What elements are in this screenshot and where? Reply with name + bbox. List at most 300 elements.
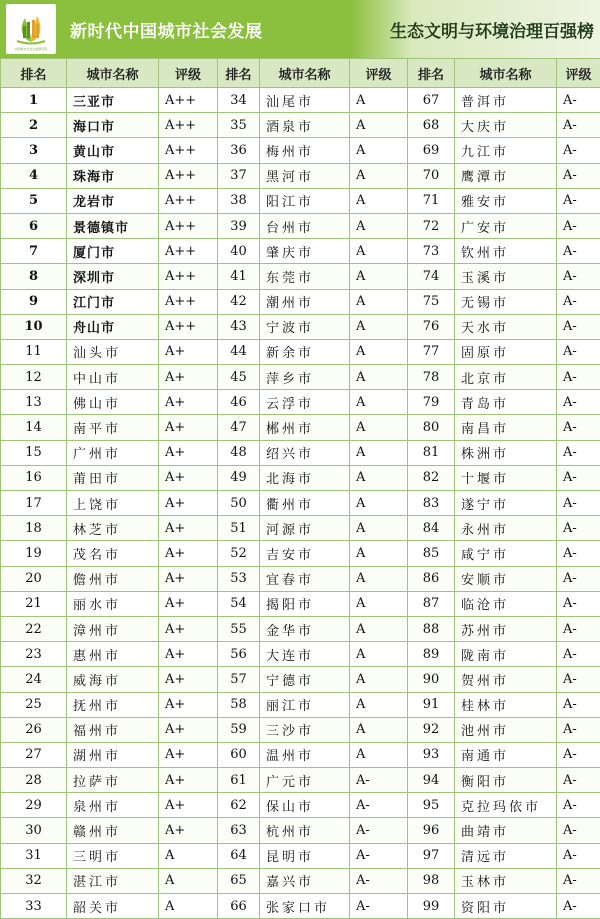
grade-cell: A-: [557, 541, 600, 566]
grade-cell: A-: [557, 591, 600, 616]
city-name-cell: 宁德市: [260, 667, 350, 692]
grade-cell: A+: [159, 717, 218, 742]
rank-cell: 5: [1, 188, 67, 213]
city-name-cell: 天水市: [455, 314, 557, 339]
city-name-cell: 林芝市: [67, 516, 159, 541]
city-name-cell: 厦门市: [67, 239, 159, 264]
grade-cell: A-: [557, 239, 600, 264]
city-name-cell: 揭阳市: [260, 591, 350, 616]
city-name-cell: 漳州市: [67, 616, 159, 641]
rank-cell: 51: [218, 516, 260, 541]
city-name-cell: 广元市: [260, 768, 350, 793]
rank-cell: 17: [1, 491, 67, 516]
table-row: [1, 742, 600, 767]
grade-cell: A-: [557, 843, 600, 868]
grade-cell: A-: [350, 818, 408, 843]
grade-cell: A-: [557, 642, 600, 667]
header-bar: [0, 0, 600, 58]
city-name-cell: 佛山市: [67, 390, 159, 415]
grade-cell: A+: [159, 642, 218, 667]
rank-cell: 80: [408, 415, 455, 440]
grade-cell: A-: [557, 440, 600, 465]
rank-cell: 16: [1, 465, 67, 490]
header-right-panel: [350, 0, 600, 58]
city-name-cell: 三明市: [67, 843, 159, 868]
city-name-cell: 衢州市: [260, 491, 350, 516]
rank-cell: 50: [218, 491, 260, 516]
table-row: [1, 894, 600, 919]
city-name-cell: 衡阳市: [455, 768, 557, 793]
table-body: [1, 88, 600, 919]
rank-cell: 74: [408, 264, 455, 289]
grade-cell: A: [159, 894, 218, 919]
grade-cell: A-: [557, 491, 600, 516]
city-name-cell: 温州市: [260, 742, 350, 767]
city-name-cell: 深圳市: [67, 264, 159, 289]
grade-cell: A: [350, 440, 408, 465]
city-name-cell: 金华市: [260, 616, 350, 641]
grade-cell: A-: [557, 465, 600, 490]
rank-cell: 46: [218, 390, 260, 415]
rank-cell: 85: [408, 541, 455, 566]
logo: [6, 4, 56, 54]
city-name-cell: 新余市: [260, 339, 350, 364]
grade-cell: A++: [159, 264, 218, 289]
grade-cell: A++: [159, 213, 218, 238]
grade-cell: A-: [557, 113, 600, 138]
grade-cell: A+: [159, 692, 218, 717]
grade-cell: A: [350, 541, 408, 566]
city-name-cell: 威海市: [67, 667, 159, 692]
city-name-cell: 保山市: [260, 793, 350, 818]
rank-cell: 83: [408, 491, 455, 516]
grade-cell: A: [350, 616, 408, 641]
rank-cell: 90: [408, 667, 455, 692]
city-name-cell: 玉溪市: [455, 264, 557, 289]
city-name-cell: 茂名市: [67, 541, 159, 566]
table-row: [1, 843, 600, 868]
city-name-cell: 宁波市: [260, 314, 350, 339]
city-name-cell: 昆明市: [260, 843, 350, 868]
grade-cell: A: [350, 289, 408, 314]
table-row: [1, 390, 600, 415]
table-row: [1, 768, 600, 793]
grade-cell: A+: [159, 591, 218, 616]
table-row: [1, 314, 600, 339]
city-name-cell: 遂宁市: [455, 491, 557, 516]
city-name-cell: 桂林市: [455, 692, 557, 717]
table-row: [1, 138, 600, 163]
rank-cell: 52: [218, 541, 260, 566]
rank-cell: 29: [1, 793, 67, 818]
city-name-cell: 肇庆市: [260, 239, 350, 264]
city-name-cell: 黑河市: [260, 163, 350, 188]
grade-cell: A-: [557, 264, 600, 289]
grade-cell: A+: [159, 415, 218, 440]
grade-cell: A-: [350, 793, 408, 818]
grade-cell: A-: [557, 339, 600, 364]
rank-cell: 18: [1, 516, 67, 541]
grade-cell: A+: [159, 465, 218, 490]
rank-cell: 8: [1, 264, 67, 289]
rank-cell: 65: [218, 868, 260, 893]
grade-cell: A+: [159, 339, 218, 364]
rank-cell: 61: [218, 768, 260, 793]
rank-cell: 88: [408, 616, 455, 641]
rank-cell: 28: [1, 768, 67, 793]
grade-cell: A-: [557, 667, 600, 692]
table-row: [1, 818, 600, 843]
rank-cell: 59: [218, 717, 260, 742]
city-name-cell: 绍兴市: [260, 440, 350, 465]
table-row: [1, 440, 600, 465]
table-row: [1, 516, 600, 541]
table-row: [1, 868, 600, 893]
rank-cell: 32: [1, 868, 67, 893]
rank-cell: 53: [218, 566, 260, 591]
grade-cell: A: [350, 339, 408, 364]
rank-cell: 95: [408, 793, 455, 818]
table-row: [1, 642, 600, 667]
city-name-cell: 南通市: [455, 742, 557, 767]
city-name-cell: 酒泉市: [260, 113, 350, 138]
rank-cell: 58: [218, 692, 260, 717]
table-row: [1, 415, 600, 440]
rank-cell: 64: [218, 843, 260, 868]
rank-cell: 84: [408, 516, 455, 541]
grade-cell: A-: [557, 88, 600, 113]
grade-cell: A-: [557, 314, 600, 339]
table-row: [1, 289, 600, 314]
grade-cell: A-: [557, 717, 600, 742]
rank-cell: 24: [1, 667, 67, 692]
table-row: [1, 591, 600, 616]
table-row: [1, 163, 600, 188]
rank-cell: 96: [408, 818, 455, 843]
rank-cell: 21: [1, 591, 67, 616]
grade-cell: A-: [557, 390, 600, 415]
rank-cell: 69: [408, 138, 455, 163]
grade-cell: A-: [557, 365, 600, 390]
city-name-cell: 池州市: [455, 717, 557, 742]
city-name-cell: 北京市: [455, 365, 557, 390]
city-name-cell: 贺州市: [455, 667, 557, 692]
rank-cell: 99: [408, 894, 455, 919]
rank-cell: 81: [408, 440, 455, 465]
grade-cell: A++: [159, 239, 218, 264]
city-name-cell: 梅州市: [260, 138, 350, 163]
grade-cell: A: [350, 717, 408, 742]
grade-cell: A-: [557, 818, 600, 843]
city-name-cell: 杭州市: [260, 818, 350, 843]
grade-cell: A: [350, 692, 408, 717]
rank-cell: 75: [408, 289, 455, 314]
rank-cell: 43: [218, 314, 260, 339]
city-name-cell: 三亚市: [67, 88, 159, 113]
grade-cell: A-: [350, 868, 408, 893]
city-name-cell: 黄山市: [67, 138, 159, 163]
city-name-cell: 鹰潭市: [455, 163, 557, 188]
rank-cell: 35: [218, 113, 260, 138]
city-name-cell: 儋州市: [67, 566, 159, 591]
city-name-cell: 莆田市: [67, 465, 159, 490]
grade-cell: A+: [159, 742, 218, 767]
city-name-cell: 固原市: [455, 339, 557, 364]
grade-cell: A-: [557, 163, 600, 188]
grade-cell: A: [350, 516, 408, 541]
rank-cell: 87: [408, 591, 455, 616]
city-name-cell: 赣州市: [67, 818, 159, 843]
rank-cell: 68: [408, 113, 455, 138]
grade-cell: A: [350, 415, 408, 440]
rank-cell: 38: [218, 188, 260, 213]
rank-cell: 45: [218, 365, 260, 390]
rank-cell: 86: [408, 566, 455, 591]
grade-cell: A++: [159, 188, 218, 213]
table-row: [1, 616, 600, 641]
rank-cell: 92: [408, 717, 455, 742]
grade-cell: A++: [159, 314, 218, 339]
page-title: 新时代中国城市社会发展: [70, 17, 263, 42]
rank-cell: 54: [218, 591, 260, 616]
grade-cell: A: [350, 88, 408, 113]
city-name-cell: 拉萨市: [67, 768, 159, 793]
table-row: [1, 491, 600, 516]
city-name-cell: 雅安市: [455, 188, 557, 213]
grade-cell: A: [350, 163, 408, 188]
city-name-cell: 河源市: [260, 516, 350, 541]
grade-cell: A: [350, 390, 408, 415]
rank-cell: 19: [1, 541, 67, 566]
column-header: 评级: [557, 59, 600, 88]
city-name-cell: 三沙市: [260, 717, 350, 742]
rank-cell: 30: [1, 818, 67, 843]
rank-cell: 48: [218, 440, 260, 465]
grade-cell: A+: [159, 566, 218, 591]
rank-cell: 63: [218, 818, 260, 843]
rank-cell: 71: [408, 188, 455, 213]
grade-cell: A+: [159, 365, 218, 390]
city-name-cell: 东莞市: [260, 264, 350, 289]
grade-cell: A+: [159, 440, 218, 465]
grade-cell: A: [350, 491, 408, 516]
city-name-cell: 嘉兴市: [260, 868, 350, 893]
ranking-table: [0, 58, 600, 919]
rank-cell: 89: [408, 642, 455, 667]
city-name-cell: 九江市: [455, 138, 557, 163]
city-name-cell: 韶关市: [67, 894, 159, 919]
column-header: 排名: [218, 59, 260, 88]
grade-cell: A: [350, 239, 408, 264]
rank-cell: 4: [1, 163, 67, 188]
rank-cell: 47: [218, 415, 260, 440]
city-name-cell: 广州市: [67, 440, 159, 465]
grade-cell: A-: [557, 566, 600, 591]
grade-cell: A+: [159, 491, 218, 516]
grade-cell: A: [159, 868, 218, 893]
city-name-cell: 郴州市: [260, 415, 350, 440]
column-header: 城市名称: [455, 59, 557, 88]
grade-cell: A: [350, 314, 408, 339]
grade-cell: A+: [159, 793, 218, 818]
city-name-cell: 临沧市: [455, 591, 557, 616]
table-row: [1, 541, 600, 566]
grade-cell: A++: [159, 163, 218, 188]
rank-cell: 76: [408, 314, 455, 339]
city-name-cell: 普洱市: [455, 88, 557, 113]
rank-cell: 93: [408, 742, 455, 767]
rank-cell: 10: [1, 314, 67, 339]
grade-cell: A+: [159, 541, 218, 566]
city-name-cell: 克拉玛依市: [455, 793, 557, 818]
table-row: [1, 188, 600, 213]
grade-cell: A+: [159, 390, 218, 415]
grade-cell: A: [350, 465, 408, 490]
table-row: [1, 465, 600, 490]
rank-cell: 79: [408, 390, 455, 415]
table-row: [1, 692, 600, 717]
grade-cell: A-: [557, 868, 600, 893]
rank-cell: 34: [218, 88, 260, 113]
rank-cell: 78: [408, 365, 455, 390]
column-header: 城市名称: [260, 59, 350, 88]
table-row: [1, 113, 600, 138]
grade-cell: A: [350, 642, 408, 667]
city-name-cell: 陇南市: [455, 642, 557, 667]
rank-cell: 3: [1, 138, 67, 163]
city-name-cell: 大庆市: [455, 113, 557, 138]
table-row: [1, 339, 600, 364]
rank-cell: 72: [408, 213, 455, 238]
grade-cell: A++: [159, 113, 218, 138]
city-name-cell: 珠海市: [67, 163, 159, 188]
city-name-cell: 玉林市: [455, 868, 557, 893]
city-name-cell: 南昌市: [455, 415, 557, 440]
city-name-cell: 苏州市: [455, 616, 557, 641]
city-name-cell: 湛江市: [67, 868, 159, 893]
city-name-cell: 丽江市: [260, 692, 350, 717]
rank-cell: 97: [408, 843, 455, 868]
column-header: 城市名称: [67, 59, 159, 88]
grade-cell: A: [350, 188, 408, 213]
city-name-cell: 泉州市: [67, 793, 159, 818]
rank-cell: 9: [1, 289, 67, 314]
rank-cell: 26: [1, 717, 67, 742]
city-name-cell: 舟山市: [67, 314, 159, 339]
page-subtitle: 生态文明与环境治理百强榜: [390, 17, 594, 42]
city-name-cell: 江门市: [67, 289, 159, 314]
grade-cell: A-: [557, 415, 600, 440]
grade-cell: A-: [557, 768, 600, 793]
table-row: [1, 793, 600, 818]
city-name-cell: 大连市: [260, 642, 350, 667]
grade-cell: A-: [557, 616, 600, 641]
rank-cell: 36: [218, 138, 260, 163]
grade-cell: A-: [557, 138, 600, 163]
grade-cell: A: [350, 213, 408, 238]
rank-cell: 40: [218, 239, 260, 264]
grade-cell: A: [159, 843, 218, 868]
rank-cell: 57: [218, 667, 260, 692]
city-name-cell: 宜春市: [260, 566, 350, 591]
grade-cell: A: [350, 566, 408, 591]
table-row: [1, 88, 600, 113]
table-header-row: [1, 59, 600, 88]
table-row: [1, 566, 600, 591]
city-name-cell: 南平市: [67, 415, 159, 440]
table-row: [1, 264, 600, 289]
city-name-cell: 十堰市: [455, 465, 557, 490]
grade-cell: A+: [159, 667, 218, 692]
rank-cell: 20: [1, 566, 67, 591]
rank-cell: 27: [1, 742, 67, 767]
grade-cell: A++: [159, 138, 218, 163]
city-name-cell: 曲靖市: [455, 818, 557, 843]
city-name-cell: 龙岩市: [67, 188, 159, 213]
grade-cell: A: [350, 591, 408, 616]
grade-cell: A-: [557, 188, 600, 213]
city-name-cell: 青岛市: [455, 390, 557, 415]
city-name-cell: 北海市: [260, 465, 350, 490]
city-name-cell: 清远市: [455, 843, 557, 868]
city-name-cell: 永州市: [455, 516, 557, 541]
city-name-cell: 株洲市: [455, 440, 557, 465]
city-name-cell: 景德镇市: [67, 213, 159, 238]
city-name-cell: 湖州市: [67, 742, 159, 767]
city-name-cell: 安顺市: [455, 566, 557, 591]
rank-cell: 33: [1, 894, 67, 919]
table-row: [1, 213, 600, 238]
city-name-cell: 丽水市: [67, 591, 159, 616]
city-name-cell: 云浮市: [260, 390, 350, 415]
rank-cell: 70: [408, 163, 455, 188]
grade-cell: A: [350, 138, 408, 163]
city-name-cell: 中山市: [67, 365, 159, 390]
grade-cell: A-: [557, 793, 600, 818]
grade-cell: A-: [557, 894, 600, 919]
grade-cell: A+: [159, 768, 218, 793]
rank-cell: 22: [1, 616, 67, 641]
column-header: 评级: [159, 59, 218, 88]
rank-cell: 25: [1, 692, 67, 717]
rank-cell: 1: [1, 88, 67, 113]
grade-cell: A++: [159, 289, 218, 314]
column-header: 排名: [1, 59, 67, 88]
city-name-cell: 资阳市: [455, 894, 557, 919]
rank-cell: 23: [1, 642, 67, 667]
rank-cell: 42: [218, 289, 260, 314]
city-name-cell: 吉安市: [260, 541, 350, 566]
grade-cell: A: [350, 667, 408, 692]
rank-cell: 73: [408, 239, 455, 264]
rank-cell: 44: [218, 339, 260, 364]
rank-cell: 41: [218, 264, 260, 289]
city-name-cell: 无锡市: [455, 289, 557, 314]
rank-cell: 13: [1, 390, 67, 415]
rank-cell: 82: [408, 465, 455, 490]
logo-caption: 中国城市社会发展研究院: [14, 47, 47, 51]
city-logo-icon: [11, 8, 51, 46]
grade-cell: A+: [159, 516, 218, 541]
rank-cell: 77: [408, 339, 455, 364]
table-row: [1, 365, 600, 390]
city-name-cell: 海口市: [67, 113, 159, 138]
rank-cell: 56: [218, 642, 260, 667]
city-name-cell: 上饶市: [67, 491, 159, 516]
table-row: [1, 717, 600, 742]
rank-cell: 6: [1, 213, 67, 238]
city-name-cell: 阳江市: [260, 188, 350, 213]
